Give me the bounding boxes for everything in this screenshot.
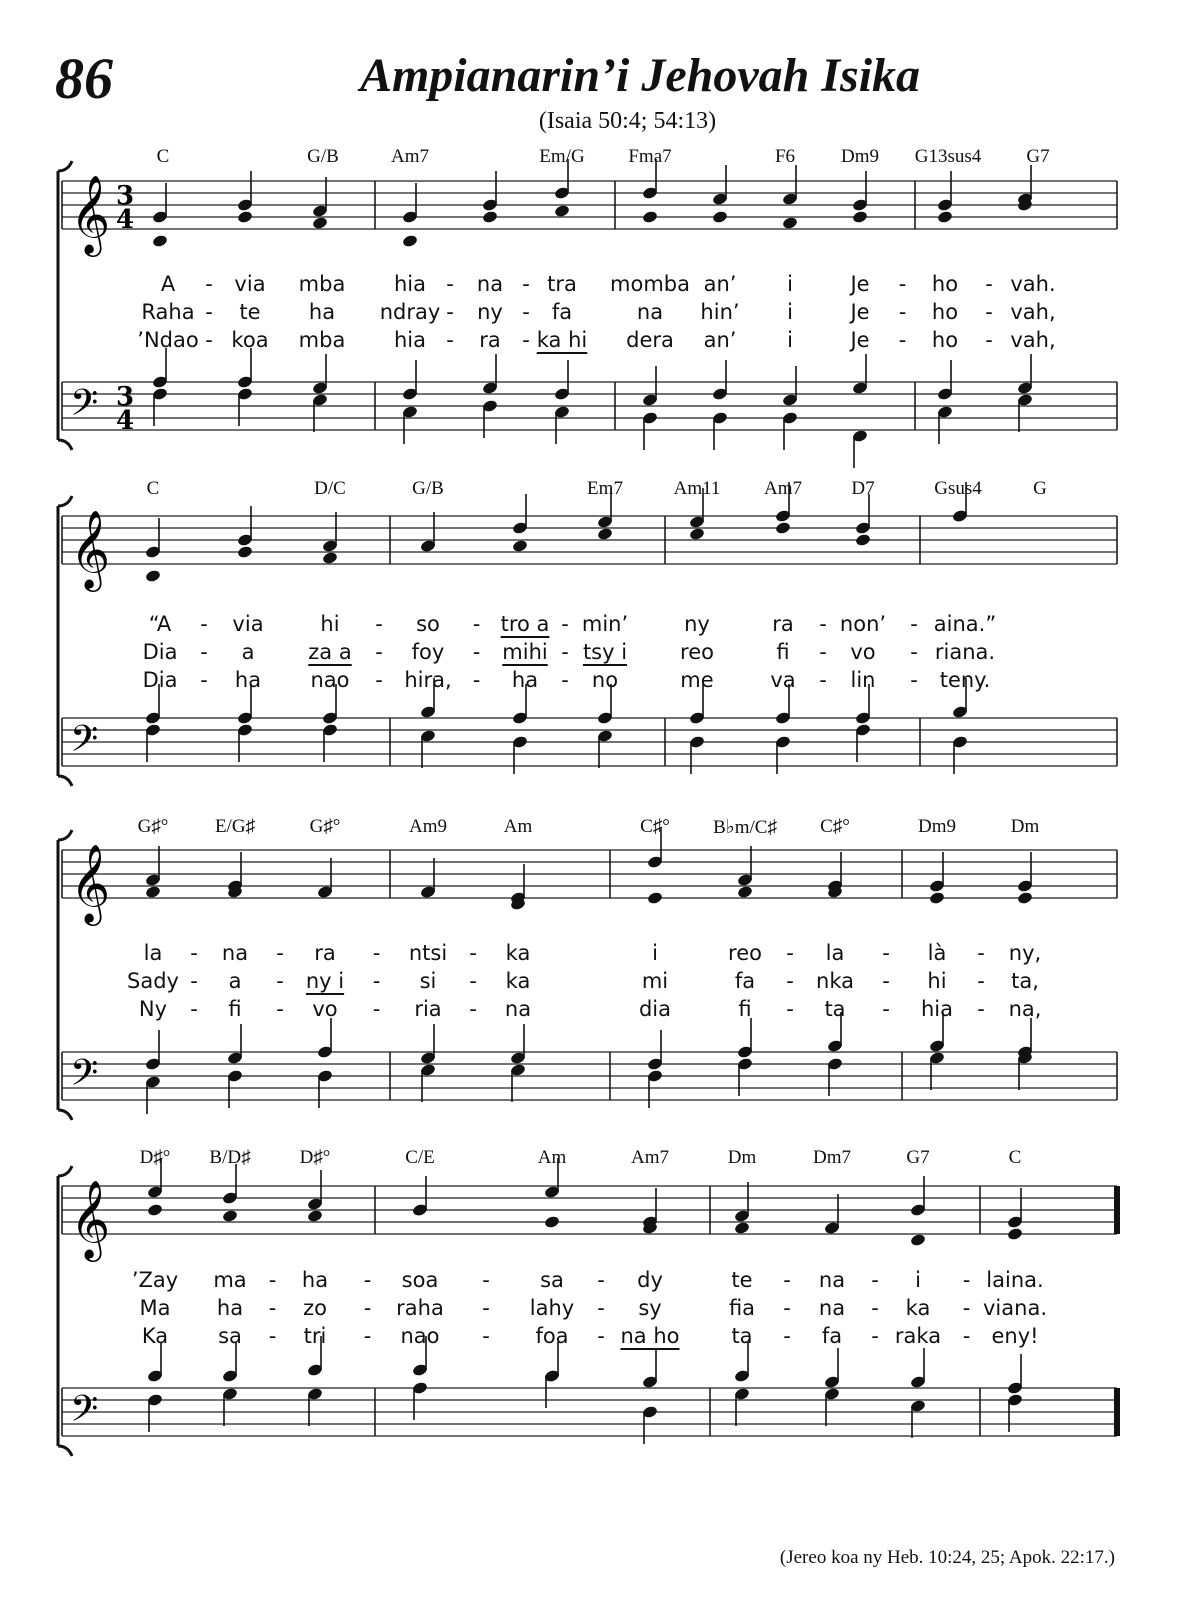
lyric-syllable: aina.” [933,612,997,636]
lyric-syllable: riana. [934,640,996,664]
lyric-syllable: si [419,969,437,993]
lyric-syllable: ho [931,300,959,324]
lyric-syllable: dia [638,997,672,1021]
lyric-syllable: ho [931,272,959,296]
lyric-syllable: ha [308,300,336,324]
lyric-hyphen: - [819,668,827,692]
lyric-syllable: sa [218,1324,242,1348]
lyric-syllable: mba [298,328,346,352]
lyric-syllable: eny! [991,1324,1039,1348]
lyric-syllable: nao [310,668,350,692]
chord-symbol: Dm9 [841,146,879,167]
lyric-hyphen: - [375,612,383,636]
lyric-hyphen: - [446,328,454,352]
lyric-syllable: a [228,969,242,993]
lyric-hyphen: - [783,1296,791,1320]
lyric-syllable: Je [850,272,870,296]
chord-symbol: G♯° [309,816,341,837]
lyric-syllable: soa [401,1268,439,1292]
lyric-hyphen: - [985,272,993,296]
chord-symbol: D♯° [299,1147,331,1168]
notehead [910,1233,927,1247]
lyric-syllable: ka [905,1296,931,1320]
notehead [512,539,529,553]
chord-symbol: G7 [906,1147,930,1168]
notehead [145,885,162,899]
lyric-syllable: te [731,1268,753,1292]
notehead [852,210,869,224]
lyric-syllable: me [680,668,714,692]
lyric-syllable: na [818,1296,846,1320]
lyric-syllable: fi [228,997,242,1021]
notehead [937,210,954,224]
chord-symbol: Am7 [391,146,429,167]
lyric-syllable: lin [850,668,876,692]
lyric-syllable: momba [610,272,690,296]
notehead [712,210,729,224]
lyric-hyphen: - [205,300,213,324]
bass-clef-icon: 𝄢 [70,718,99,769]
lyric-syllable: via [232,612,264,636]
chord-symbol: C/E [405,1147,435,1168]
lyric-syllable: Ny [138,997,168,1021]
lyric-syllable: hia [393,328,427,352]
lyric-syllable: ka hi [536,328,588,352]
lyric-syllable: ka [505,969,531,993]
chord-symbol: G♯° [137,816,169,837]
lyric-hyphen: - [200,668,208,692]
chord-symbol: E/G♯ [214,816,256,837]
lyric-hyphen: - [783,1324,791,1348]
chord-symbol: Dm [727,1147,757,1168]
notehead [597,527,614,541]
lyric-syllable: Je [850,328,870,352]
notehead [734,1221,751,1235]
lyric-hyphen: - [446,300,454,324]
lyric-hyphen: - [597,1268,605,1292]
treble-clef-icon: 𝄞 [70,844,111,923]
chord-symbol: Am [503,816,533,837]
chord-symbol: C♯° [820,816,850,837]
chord-symbol: Dm7 [813,1147,851,1168]
lyric-syllable: ha [301,1268,329,1292]
lyric-syllable: na, [1008,997,1042,1021]
lyric-syllable: raha [396,1296,444,1320]
chord-symbol: C [156,146,170,167]
chord-symbol: Dm9 [918,816,956,837]
lyric-syllable: Dia [142,640,178,664]
lyric-syllable: ha [216,1296,244,1320]
chord-symbol: B/D♯ [209,1147,251,1168]
chord-symbol: D♯° [139,1147,171,1168]
lyric-syllable: non’ [839,612,887,636]
lyric-hyphen: - [786,969,794,993]
notehead [482,210,499,224]
lyric-hyphen: - [910,640,918,664]
lyric-syllable: na [636,300,664,324]
lyric-syllable: “A [148,612,172,636]
lyric-syllable: ta, [1011,969,1039,993]
lyric-hyphen: - [783,1268,791,1292]
lyric-hyphen: - [561,668,569,692]
lyric-syllable: vo [850,640,876,664]
lyric-syllable: ha [511,668,539,692]
chord-symbol: Am7 [764,478,802,499]
lyric-hyphen: - [472,668,481,692]
lyric-hyphen: - [472,612,481,636]
lyric-syllable: sy [638,1296,662,1320]
lyric-hyphen: - [363,1296,372,1320]
lyric-syllable: mba [298,272,346,296]
lyric-hyphen: - [469,941,477,965]
lyric-hyphen: - [985,300,993,324]
lyric-hyphen: - [469,997,477,1021]
lyric-syllable: nao [400,1324,440,1348]
lyric-syllable: lahy [529,1296,575,1320]
lyric-hyphen: - [472,640,481,664]
notehead [145,569,162,583]
lyric-syllable: dera [626,328,674,352]
lyric-hyphen: - [910,668,918,692]
lyric-hyphen: - [372,941,381,965]
chord-symbol: B♭m/C♯ [713,817,777,838]
chord-symbol: Em/G [539,146,585,167]
lyric-hyphen: - [977,969,985,993]
lyric-syllable: ntsi [408,941,448,965]
lyric-syllable: zo [303,1296,327,1320]
lyric-hyphen: - [522,272,530,296]
lyric-syllable: teny. [939,668,991,692]
lyric-syllable: sa [540,1268,564,1292]
lyric-syllable: ho [931,328,959,352]
lyric-syllable: ha [234,668,262,692]
lyric-syllable: Sady [127,969,179,993]
lyric-syllable: la [825,941,845,965]
lyric-syllable: ka [505,941,531,965]
lyric-hyphen: - [375,640,383,664]
lyric-syllable: nka [816,969,854,993]
chord-symbol: Dm [1010,816,1040,837]
lyric-syllable: fi [738,997,752,1021]
chord-symbol: C [146,478,160,499]
lyric-syllable: là [927,941,947,965]
lyric-syllable: mi [641,969,669,993]
lyric-hyphen: - [898,272,907,296]
notehead [237,545,254,559]
lyric-syllable: fi [776,640,790,664]
lyric-syllable: ra [772,612,794,636]
lyric-hyphen: - [205,328,213,352]
treble-clef-icon: 𝄞 [70,510,111,589]
lyric-hyphen: - [375,668,383,692]
chord-symbol: C♯° [640,816,670,837]
lyric-hyphen: - [469,969,477,993]
notehead [737,885,754,899]
lyric-syllable: A [160,272,176,296]
lyric-syllable: ’Zay [131,1268,179,1292]
lyric-syllable: i [787,300,793,324]
lyric-syllable: i [787,272,793,296]
lyric-syllable: dy [637,1268,663,1292]
chord-symbol: Em7 [587,478,623,499]
lyric-hyphen: - [985,328,993,352]
chord-symbol: Gsus4 [934,478,982,499]
lyric-hyphen: - [561,640,569,664]
lyric-hyphen: - [482,1268,490,1292]
lyric-syllable: ma [213,1268,247,1292]
lyric-syllable: vah, [1010,300,1056,324]
lyric-hyphen: - [962,1324,971,1348]
lyric-syllable: no [591,668,619,692]
hymn-scripture-reference: (Isaia 50:4; 54:13) [538,108,717,134]
footnote-references: (Jereo koa ny Heb. 10:24, 25; Apok. 22:17.) [779,1547,1115,1568]
lyric-hyphen: - [200,640,208,664]
chord-symbol: G7 [1026,146,1050,167]
lyric-syllable: i [652,941,658,965]
lyric-hyphen: - [819,640,827,664]
lyric-hyphen: - [977,941,985,965]
chord-symbol: D/C [314,478,346,499]
lyric-syllable: an’ [703,272,737,296]
chord-symbol: Am [537,1147,567,1168]
lyric-hyphen: - [561,612,569,636]
lyric-hyphen: - [977,997,985,1021]
lyric-hyphen: - [882,997,890,1021]
lyric-hyphen: - [268,1296,277,1320]
lyric-syllable: fa [734,969,756,993]
lyric-syllable: reo [680,640,714,664]
lyric-hyphen: - [898,328,907,352]
lyric-hyphen: - [205,272,213,296]
notehead [929,891,946,905]
chord-symbol: F6 [774,146,796,167]
notehead [312,216,329,230]
hymn-number: 86 [55,46,113,111]
lyric-syllable: foy [411,640,445,664]
notehead [554,204,571,218]
lyric-syllable: reo [728,941,762,965]
lyric-syllable: hin’ [700,300,740,324]
lyric-hyphen: - [871,1324,879,1348]
lyric-syllable: Ma [139,1296,171,1320]
lyric-hyphen: - [363,1268,372,1292]
lyric-hyphen: - [446,272,454,296]
chord-symbol: G13sus4 [914,146,982,167]
notehead [782,216,799,230]
notehead [222,1209,239,1223]
lyric-syllable: ny i [305,969,345,993]
chord-symbol: C [1008,1147,1022,1168]
lyric-hyphen: - [819,612,827,636]
lyric-syllable: ta [731,1324,753,1348]
lyric-syllable: ’Ndao [137,328,199,352]
notehead [1017,891,1034,905]
lyric-syllable: te [239,300,261,324]
lyric-syllable: tri [303,1324,327,1348]
lyric-syllable: hia [920,997,954,1021]
lyric-hyphen: - [786,997,794,1021]
time-signature-top: 3 [116,382,135,412]
lyric-syllable: na [476,272,504,296]
lyric-syllable: ta [824,997,846,1021]
lyric-hyphen: - [597,1296,605,1320]
lyric-syllable: hira, [404,668,452,692]
lyric-hyphen: - [522,300,530,324]
lyric-syllable: Raha [141,300,195,324]
lyric-syllable: tra [547,272,577,296]
lyric-syllable: viana. [983,1296,1047,1320]
lyric-syllable: min’ [581,612,629,636]
notehead [544,1215,561,1229]
lyric-syllable: via [234,272,266,296]
chord-symbol: G/B [412,478,444,499]
lyric-syllable: raka [894,1324,942,1348]
lyric-syllable: ny [684,612,710,636]
lyric-syllable: hia [393,272,427,296]
time-signature-top: 3 [116,181,135,211]
lyric-syllable: vah. [1010,272,1056,296]
notehead [689,527,706,541]
lyric-syllable: fa [821,1324,843,1348]
lyric-hyphen: - [962,1296,971,1320]
notehead [855,533,872,547]
lyric-syllable: va [770,668,796,692]
lyric-hyphen: - [882,941,890,965]
lyric-hyphen: - [786,941,794,965]
lyric-syllable: i [915,1268,921,1292]
lyric-syllable: na [504,997,532,1021]
notehead [775,521,792,535]
notehead [147,1203,164,1217]
lyric-syllable: na ho [620,1324,680,1348]
lyric-hyphen: - [871,1296,879,1320]
lyric-hyphen: - [268,1268,277,1292]
lyric-hyphen: - [268,1324,277,1348]
lyric-syllable: a [241,640,255,664]
lyric-syllable: na [818,1268,846,1292]
time-signature-bottom: 4 [116,406,135,436]
lyric-syllable: laina. [986,1268,1044,1292]
lyric-syllable: foa [535,1324,569,1348]
lyric-syllable: hi [927,969,947,993]
notehead [237,210,254,224]
chord-symbol: Fma7 [628,146,672,167]
lyric-hyphen: - [276,941,284,965]
treble-clef-icon: 𝄞 [70,1180,111,1259]
lyric-hyphen: - [276,997,284,1021]
lyric-hyphen: - [482,1324,490,1348]
lyric-syllable: fa [551,300,573,324]
lyric-syllable: ria [414,997,442,1021]
lyric-hyphen: - [962,1268,971,1292]
lyric-syllable: ny, [1008,941,1042,965]
hymn-title: Ampianarin’i Jehovah Isika [359,49,921,102]
lyric-hyphen: - [482,1296,490,1320]
lyric-syllable: tsy i [582,640,628,664]
lyric-hyphen: - [200,612,208,636]
lyric-syllable: fia [728,1296,756,1320]
notehead [307,1209,324,1223]
lyric-syllable: ndray [379,300,441,324]
chord-symbol: G/B [307,146,339,167]
lyric-syllable: tro a [500,612,550,636]
lyric-syllable: so [416,612,440,636]
bass-clef-icon: 𝄢 [70,1388,99,1439]
treble-clef-icon: 𝄞 [70,175,111,254]
lyric-syllable: vah, [1010,328,1056,352]
lyric-hyphen: - [363,1324,372,1348]
lyric-syllable: i [787,328,793,352]
lyric-hyphen: - [871,1268,879,1292]
lyric-hyphen: - [597,1324,605,1348]
lyric-syllable: Dia [142,668,178,692]
lyric-syllable: ra [314,941,336,965]
notehead [1007,1227,1024,1241]
lyric-hyphen: - [276,969,284,993]
chord-symbol: Am9 [409,816,447,837]
notehead [152,234,169,248]
bass-clef-icon: 𝄢 [70,1052,99,1103]
lyric-hyphen: - [882,969,890,993]
lyric-hyphen: - [190,997,198,1021]
chord-symbol: Am11 [673,478,721,499]
lyric-hyphen: - [190,969,198,993]
lyric-hyphen: - [910,612,918,636]
lyric-syllable: an’ [703,328,737,352]
lyric-syllable: ra [479,328,501,352]
notehead [642,210,659,224]
lyric-hyphen: - [372,997,381,1021]
lyric-syllable: koa [231,328,269,352]
lyric-syllable: hi [320,612,340,636]
bass-clef-icon: 𝄢 [70,382,99,433]
notehead [402,234,419,248]
lyric-hyphen: - [898,300,907,324]
lyric-syllable: za a [308,640,352,664]
lyric-syllable: mihi [502,640,548,664]
lyric-syllable: Ka [141,1324,169,1348]
notehead [647,891,664,905]
lyric-syllable: Je [850,300,870,324]
lyric-syllable: na [221,941,249,965]
chord-symbol: D7 [851,478,875,499]
lyric-hyphen: - [372,969,381,993]
lyric-hyphen: - [190,941,198,965]
lyric-syllable: vo [312,997,338,1021]
lyric-syllable: ny [477,300,503,324]
chord-symbol: Am7 [631,1147,669,1168]
chord-symbol: G [1033,478,1047,499]
lyric-syllable: la [143,941,163,965]
lyric-hyphen: - [522,328,530,352]
time-signature-bottom: 4 [116,205,135,235]
notehead [322,551,339,565]
